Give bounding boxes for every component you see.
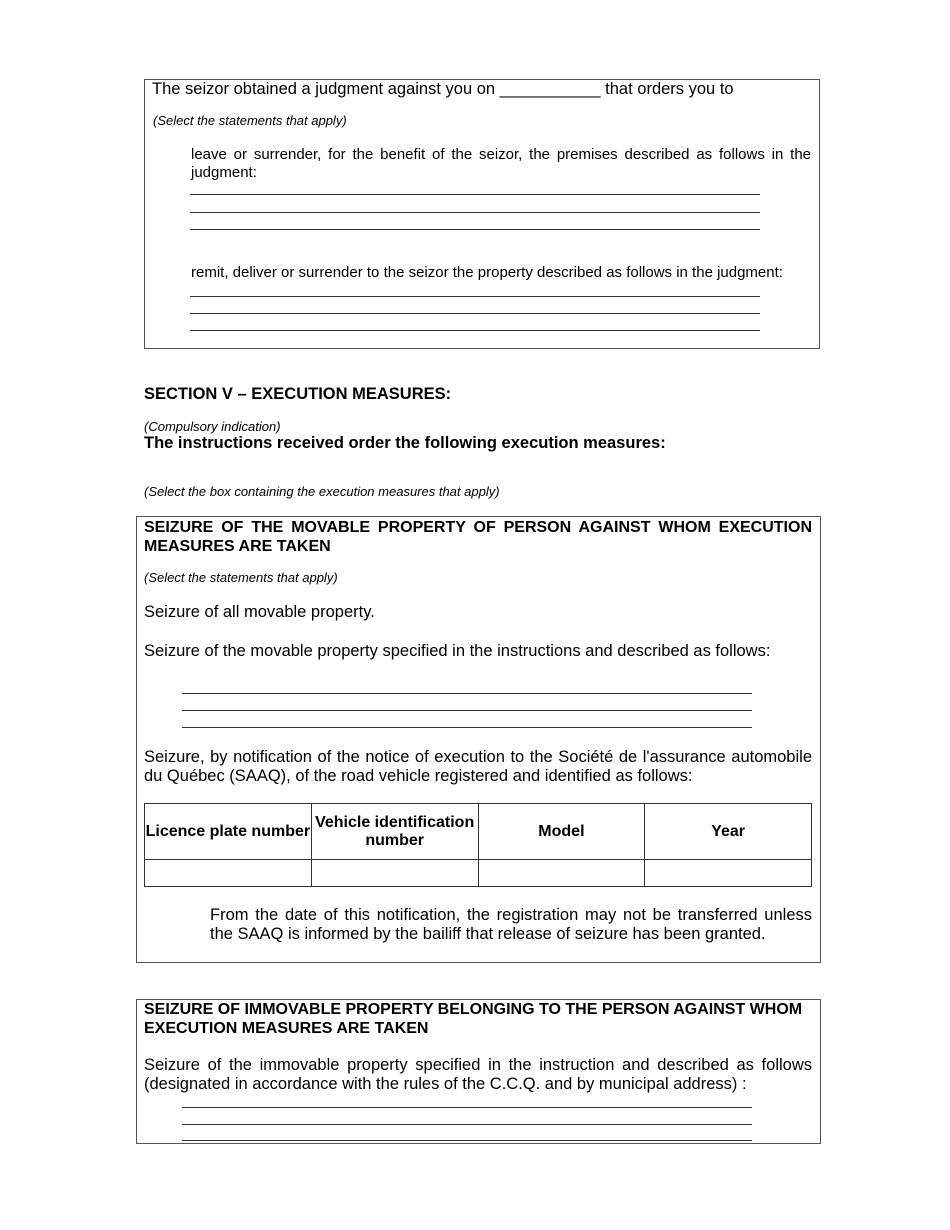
property-line-3[interactable] bbox=[190, 330, 760, 331]
licence-plate-cell[interactable] bbox=[145, 860, 312, 887]
judgment-intro: The seizor obtained a judgment against you on ___________ that orders you to bbox=[152, 80, 734, 98]
select-box-note: (Select the box containing the execution measures that apply) bbox=[144, 484, 500, 499]
premises-line-3[interactable] bbox=[190, 229, 760, 230]
immovable-line-1[interactable] bbox=[182, 1107, 752, 1108]
judgment-select-note: (Select the statements that apply) bbox=[153, 113, 347, 128]
compulsory-note: (Compulsory indication) bbox=[144, 419, 281, 434]
movable-line-1[interactable] bbox=[182, 693, 752, 694]
premises-line-2[interactable] bbox=[190, 212, 760, 213]
movable-box-title: SEIZURE OF THE MOVABLE PROPERTY OF PERSON AGAINST WHOM EXECUTION MEASURES ARE TAKEN bbox=[144, 519, 812, 555]
property-line-2[interactable] bbox=[190, 313, 760, 314]
judgment-option-premises[interactable]: leave or surrender, for the benefit of the seizor, the premises described as follows in the judgment: bbox=[191, 146, 811, 181]
model-cell[interactable] bbox=[478, 860, 645, 887]
vehicle-table bbox=[144, 803, 812, 887]
immovable-line-3[interactable] bbox=[182, 1140, 752, 1141]
option-all-movable[interactable]: Seizure of all movable property. bbox=[144, 603, 375, 621]
saaq-note: From the date of this notification, the registration may not be transferred unless the SAAQ is informed by the bailiff that release of seizure has been granted. bbox=[210, 906, 812, 943]
vin-header: Vehicle identification number bbox=[311, 804, 478, 860]
option-specified-immovable[interactable]: Seizure of the immovable property specified in the instruction and described as follows (designated in accordance with the rules of the C.C.Q. and by municipal address) : bbox=[144, 1056, 812, 1093]
section-heading: SECTION V – EXECUTION MEASURES: bbox=[144, 385, 452, 403]
option-specified-movable[interactable]: Seizure of the movable property specified in the instructions and described as follows: bbox=[144, 642, 771, 660]
judgment-option-property[interactable]: remit, deliver or surrender to the seizor the property described as follows in the judgment: bbox=[191, 264, 783, 281]
year-header: Year bbox=[645, 804, 812, 860]
property-line-1[interactable] bbox=[190, 296, 760, 297]
movable-line-3[interactable] bbox=[182, 727, 752, 728]
instructions-line: The instructions received order the following execution measures: bbox=[144, 434, 666, 452]
premises-line-1[interactable] bbox=[190, 194, 760, 195]
immovable-box-title: SEIZURE OF IMMOVABLE PROPERTY BELONGING TO THE PERSON AGAINST WHOM EXECUTION MEASURES ARE TAKEN bbox=[144, 1001, 803, 1037]
vin-cell[interactable] bbox=[311, 860, 478, 887]
option-vehicle[interactable]: Seizure, by notification of the notice of execution to the Société de l'assurance automobile du Québec (SAAQ), of the road vehicle registered and identified as follows: bbox=[144, 748, 812, 785]
movable-select-note: (Select the statements that apply) bbox=[144, 570, 338, 585]
year-cell[interactable] bbox=[645, 860, 812, 887]
licence-plate-header: Licence plate number bbox=[145, 804, 312, 860]
model-header: Model bbox=[478, 804, 645, 860]
movable-line-2[interactable] bbox=[182, 710, 752, 711]
immovable-line-2[interactable] bbox=[182, 1124, 752, 1125]
